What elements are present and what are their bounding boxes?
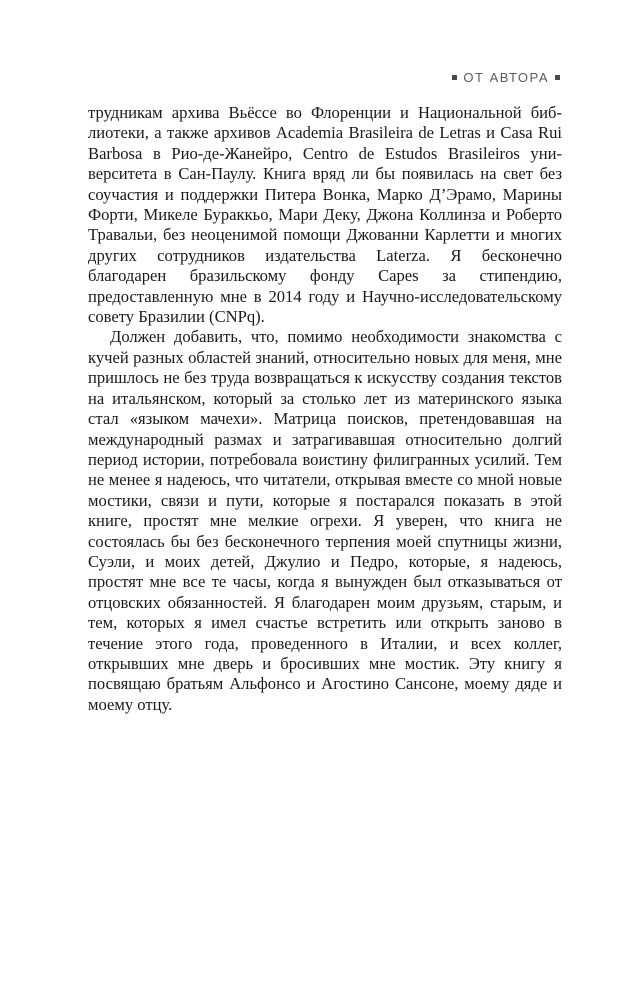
running-head: [452, 70, 560, 85]
paragraph: Должен добавить, что, помимо необходимости знакомства с кучей разных областей знаний, относительно новых для меня, мне пришлось не без труда возвращаться к искусству создания текстов на итальянском, который за столько лет из материнского языка стал «языком мачехи». Матрица поисков, претендовавшая на международный размах и затрагивавшая относительно долгий период истории, потребовала воистину филигранных усилий. Тем не менее я надеюсь, что читатели, открывая вместе со мной новые мостики, связи и пути, которые я постарался показать в этой книге, простят мне мелкие огрехи. Я уверен, что книга не состоялась бы без бесконечного терпения моей спутницы жизни, Суэли, и моих детей, Джулио и Педро, которые, я надеюсь, простят мне все те часы, когда я вынужден был отказываться от отцовских обязанностей. Я благодарен моим друзьям, старым, и тем, которых я имел счастье встретить или открыть заново в течение этого года, проведенного в Италии, и всех коллег, открывших мне дверь и бросивших мне мостик. Эту книгу я посвящаю братьям Альфонсо и Агостино Сансоне, моему дяде и моему отцу.: [88, 327, 562, 714]
body-text: [88, 103, 562, 715]
paragraph-continued: трудникам архива Вьёссе во Флоренции и Национальной библиотеки, а также архивов Academia Brasileira de Letras и Casa Rui Barbosa в Рио-де-Жанейро, Centro de Estudos Brasileiros университета в Сан-Паулу. Книга вряд ли бы появилась на свет без соучастия и поддержки Питера Вонка, Марко Д’Эрамо, Марины Форти, Микеле Бураккьо, Мари Деку, Джона Коллинза и Роберто Травальи, без неоценимой помощи Джованни Карлетти и многих других сотрудников издательства Laterza. Я бесконечно благодарен бразильскому фонду Capes за стипендию, предоставленную мне в 2014 году и Научно-исследовательскому совету Бразилии (CNPq).: [88, 103, 562, 327]
square-bullet-icon: [555, 75, 560, 80]
square-bullet-icon: [452, 75, 457, 80]
running-title: ОТ АВТОРА: [463, 70, 549, 85]
